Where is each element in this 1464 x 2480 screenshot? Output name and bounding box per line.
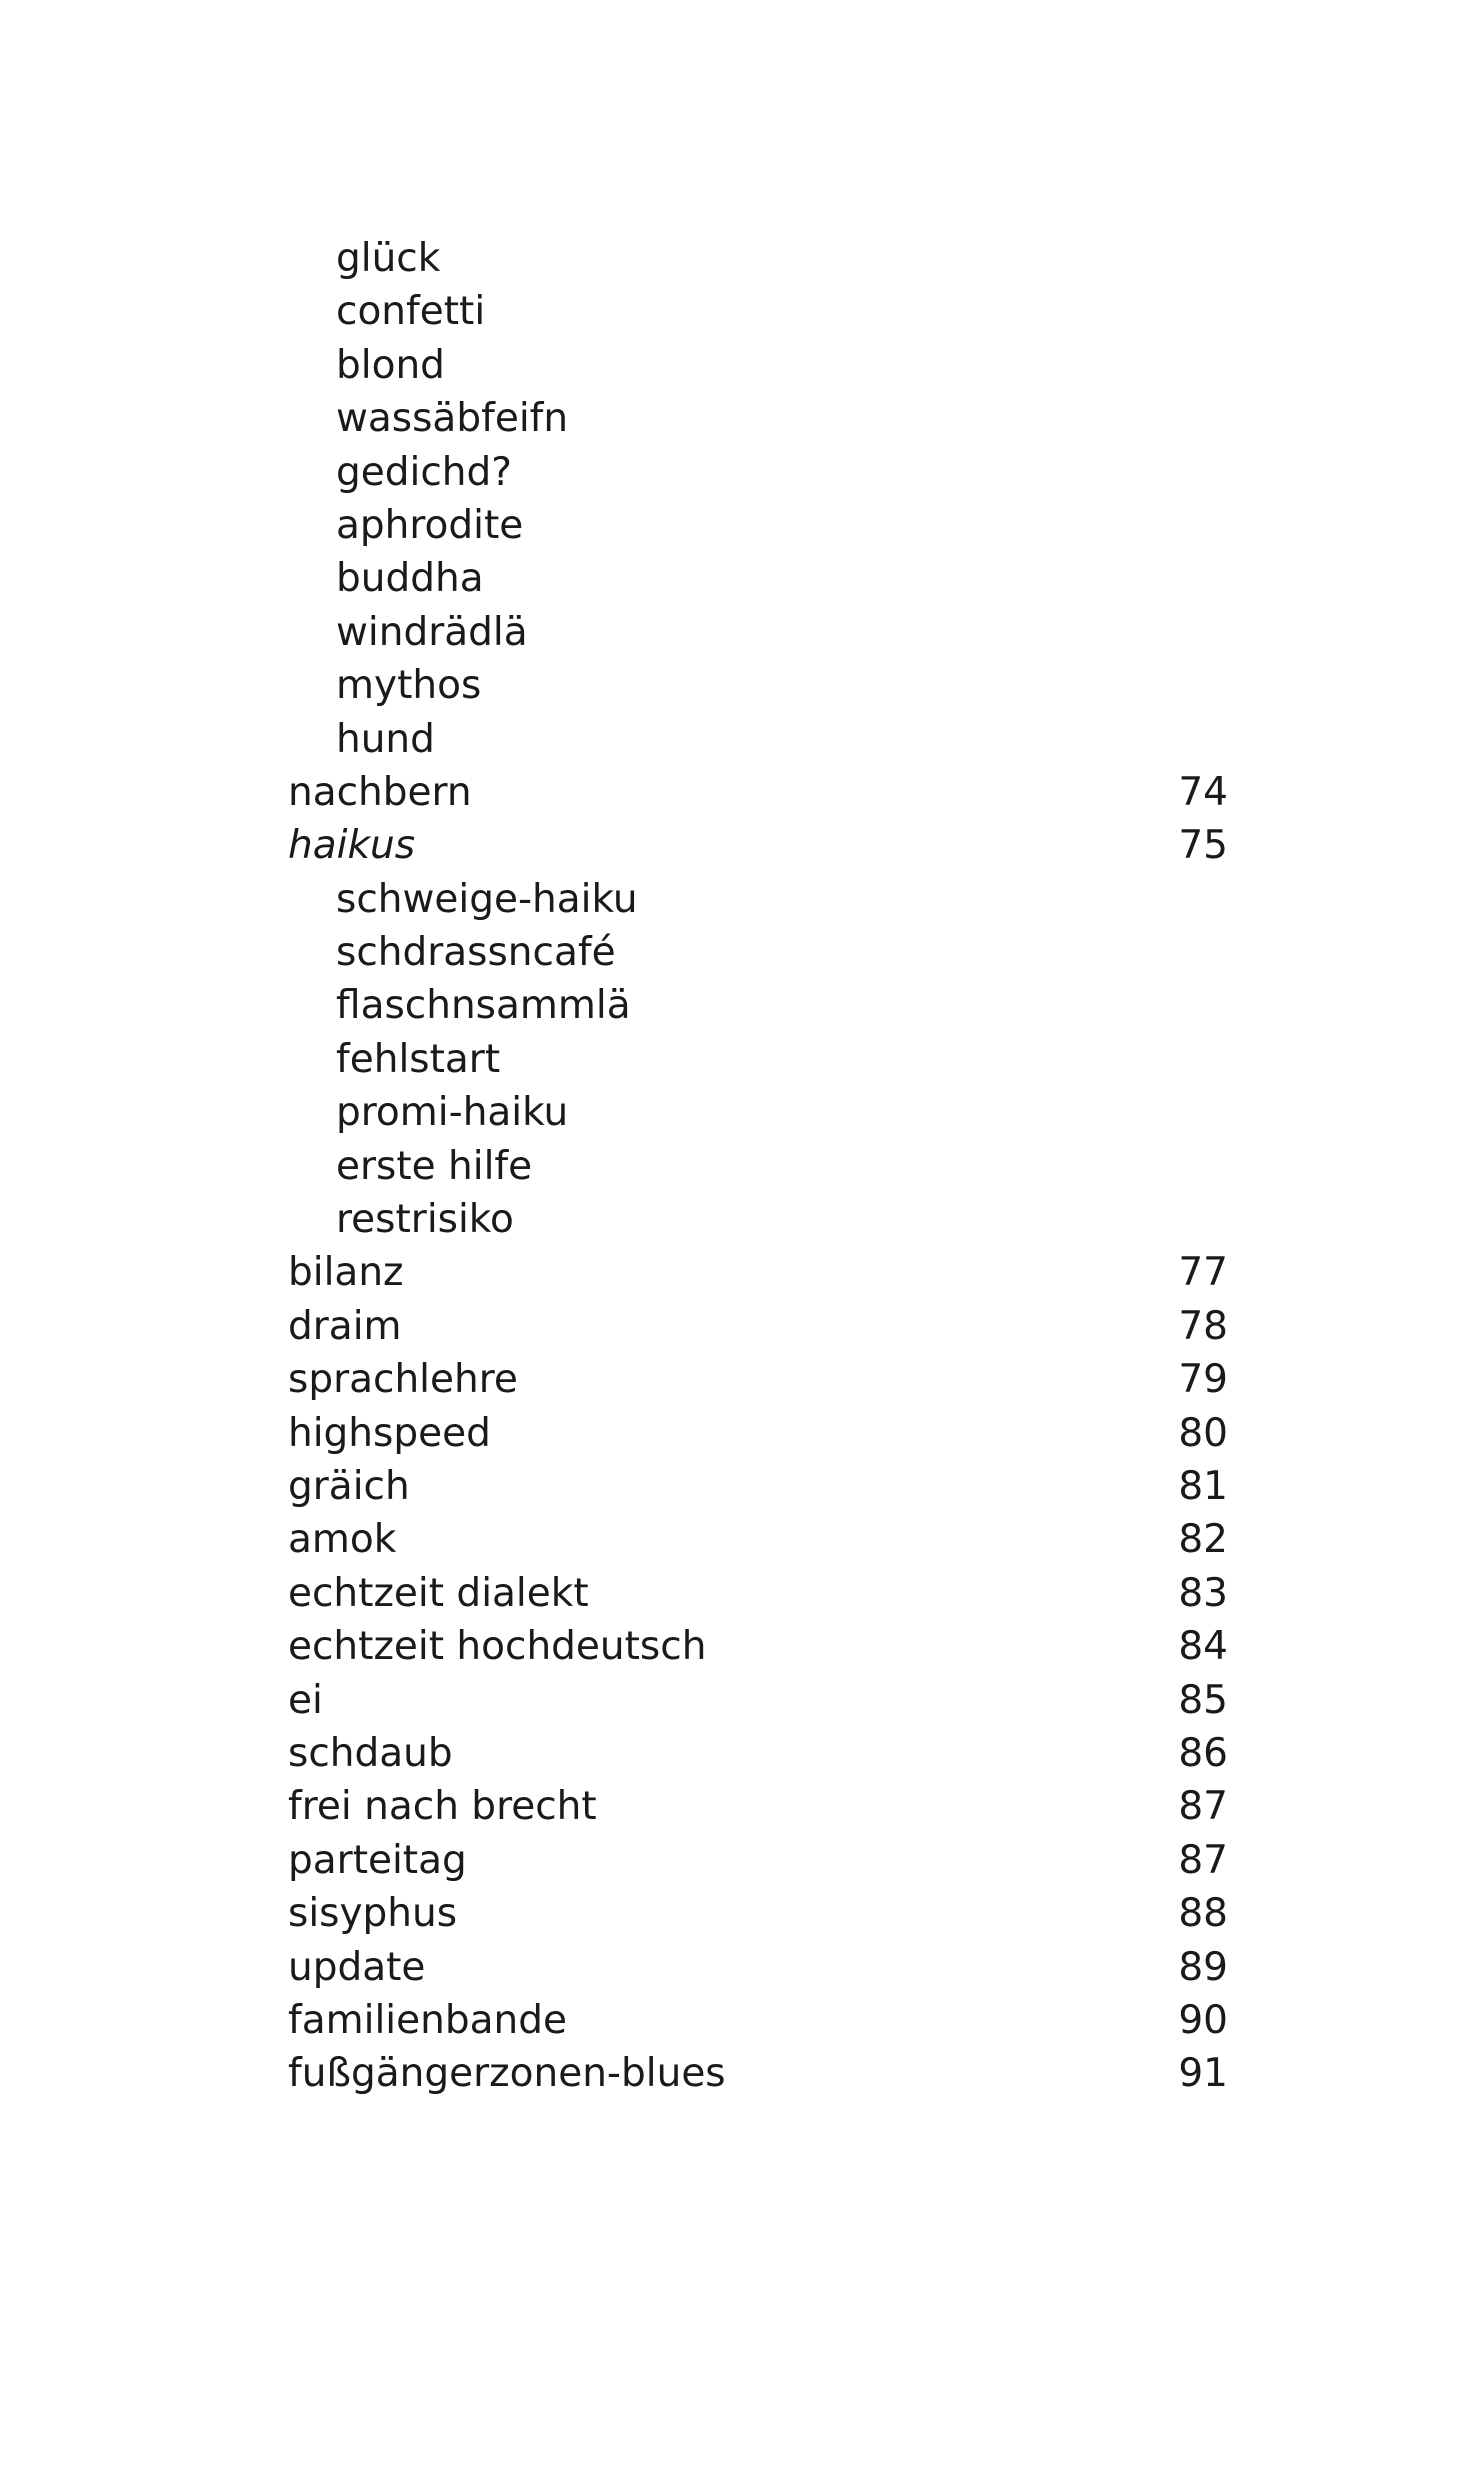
toc-entry-title: sisyphus (288, 1891, 458, 1937)
toc-entry-title: gedichd? (336, 449, 512, 495)
toc-entry-page-number: 75 (1178, 823, 1228, 869)
toc-entry-title: aphrodite (336, 502, 524, 548)
toc-entry-title: flaschnsammlä (336, 983, 631, 1029)
toc-entry (288, 2047, 1228, 2100)
toc-entry (288, 1887, 1228, 1940)
toc-entry-page-number: 85 (1178, 1677, 1228, 1723)
toc-entry (288, 1834, 1228, 1887)
toc-entry-title: windrädlä (336, 609, 528, 655)
toc-entry-title: parteitag (288, 1837, 467, 1883)
toc-entry-page-number: 77 (1178, 1250, 1228, 1296)
toc-entry-title: hund (336, 716, 435, 762)
toc-entry-title: blond (336, 342, 445, 388)
toc-entry-page-number: 80 (1178, 1410, 1228, 1456)
toc-subentry (288, 1086, 1228, 1139)
toc-subentry (288, 392, 1228, 445)
toc-entry (288, 819, 1228, 872)
toc-entry (288, 1460, 1228, 1513)
toc-entry (288, 766, 1228, 819)
toc-subentry (288, 232, 1228, 285)
table-of-contents (288, 232, 1228, 2101)
toc-entry-title: mythos (336, 663, 482, 709)
toc-subentry (288, 339, 1228, 392)
toc-entry-title: familienbande (288, 1997, 567, 2043)
toc-entry-page-number: 91 (1178, 2051, 1228, 2097)
toc-entry (288, 1994, 1228, 2047)
toc-entry-title: haikus (288, 823, 416, 869)
toc-entry (288, 1620, 1228, 1673)
toc-entry-page-number: 90 (1178, 1997, 1228, 2043)
toc-subentry (288, 552, 1228, 605)
toc-entry-title: sprachlehre (288, 1357, 518, 1403)
toc-entry (288, 1353, 1228, 1406)
toc-entry-title: glück (336, 236, 441, 281)
toc-subentry (288, 1033, 1228, 1086)
toc-entry-title: schweige-haiku (336, 876, 638, 922)
toc-entry-page-number: 87 (1178, 1837, 1228, 1883)
toc-entry-title: echtzeit hochdeutsch (288, 1624, 707, 1670)
toc-entry-page-number: 89 (1178, 1944, 1228, 1990)
toc-subentry (288, 285, 1228, 338)
toc-entry-title: echtzeit dialekt (288, 1570, 589, 1616)
toc-entry-page-number: 87 (1178, 1784, 1228, 1830)
toc-entry-title: fußgängerzonen-blues (288, 2051, 726, 2097)
toc-entry-title: restrisiko (336, 1197, 514, 1243)
toc-entry-page-number: 81 (1178, 1463, 1228, 1509)
toc-entry-title: fehlstart (336, 1036, 501, 1082)
toc-entry-title: schdaub (288, 1730, 453, 1776)
toc-entry-title: update (288, 1944, 426, 1990)
toc-entry (288, 1674, 1228, 1727)
toc-subentry (288, 446, 1228, 499)
toc-subentry (288, 926, 1228, 979)
toc-entry (288, 1246, 1228, 1299)
toc-entry-title: nachbern (288, 769, 472, 815)
toc-subentry (288, 1140, 1228, 1193)
toc-entry (288, 1567, 1228, 1620)
toc-entry-title: gräich (288, 1463, 410, 1509)
toc-entry-page-number: 78 (1178, 1303, 1228, 1349)
toc-subentry (288, 979, 1228, 1032)
toc-entry-page-number: 88 (1178, 1891, 1228, 1937)
toc-entry-page-number: 83 (1178, 1570, 1228, 1616)
toc-entry-title: wassäbfeifn (336, 396, 569, 442)
toc-entry-title: draim (288, 1303, 402, 1349)
toc-entry (288, 1407, 1228, 1460)
toc-entry-title: amok (288, 1517, 397, 1563)
toc-entry-title: schdrassncafé (336, 930, 616, 976)
toc-entry (288, 1513, 1228, 1566)
toc-entry-page-number: 82 (1178, 1517, 1228, 1563)
toc-entry-title: promi-haiku (336, 1090, 569, 1136)
toc-entry-title: highspeed (288, 1410, 491, 1456)
toc-entry-title: buddha (336, 556, 484, 602)
toc-entry (288, 1727, 1228, 1780)
toc-subentry (288, 499, 1228, 552)
toc-subentry (288, 713, 1228, 766)
toc-subentry (288, 1193, 1228, 1246)
toc-entry-page-number: 84 (1178, 1624, 1228, 1670)
toc-entry (288, 1780, 1228, 1833)
toc-entry (288, 1941, 1228, 1994)
toc-entry-page-number: 79 (1178, 1357, 1228, 1403)
toc-entry-title: confetti (336, 289, 486, 335)
toc-entry-page-number: 74 (1178, 769, 1228, 815)
toc-entry-title: erste hilfe (336, 1143, 533, 1189)
toc-entry-page-number: 86 (1178, 1730, 1228, 1776)
toc-subentry (288, 873, 1228, 926)
toc-entry-title: bilanz (288, 1250, 404, 1296)
toc-entry-title: frei nach brecht (288, 1784, 597, 1830)
toc-entry-title: ei (288, 1677, 323, 1723)
toc-subentry (288, 606, 1228, 659)
toc-subentry (288, 659, 1228, 712)
toc-entry (288, 1300, 1228, 1353)
